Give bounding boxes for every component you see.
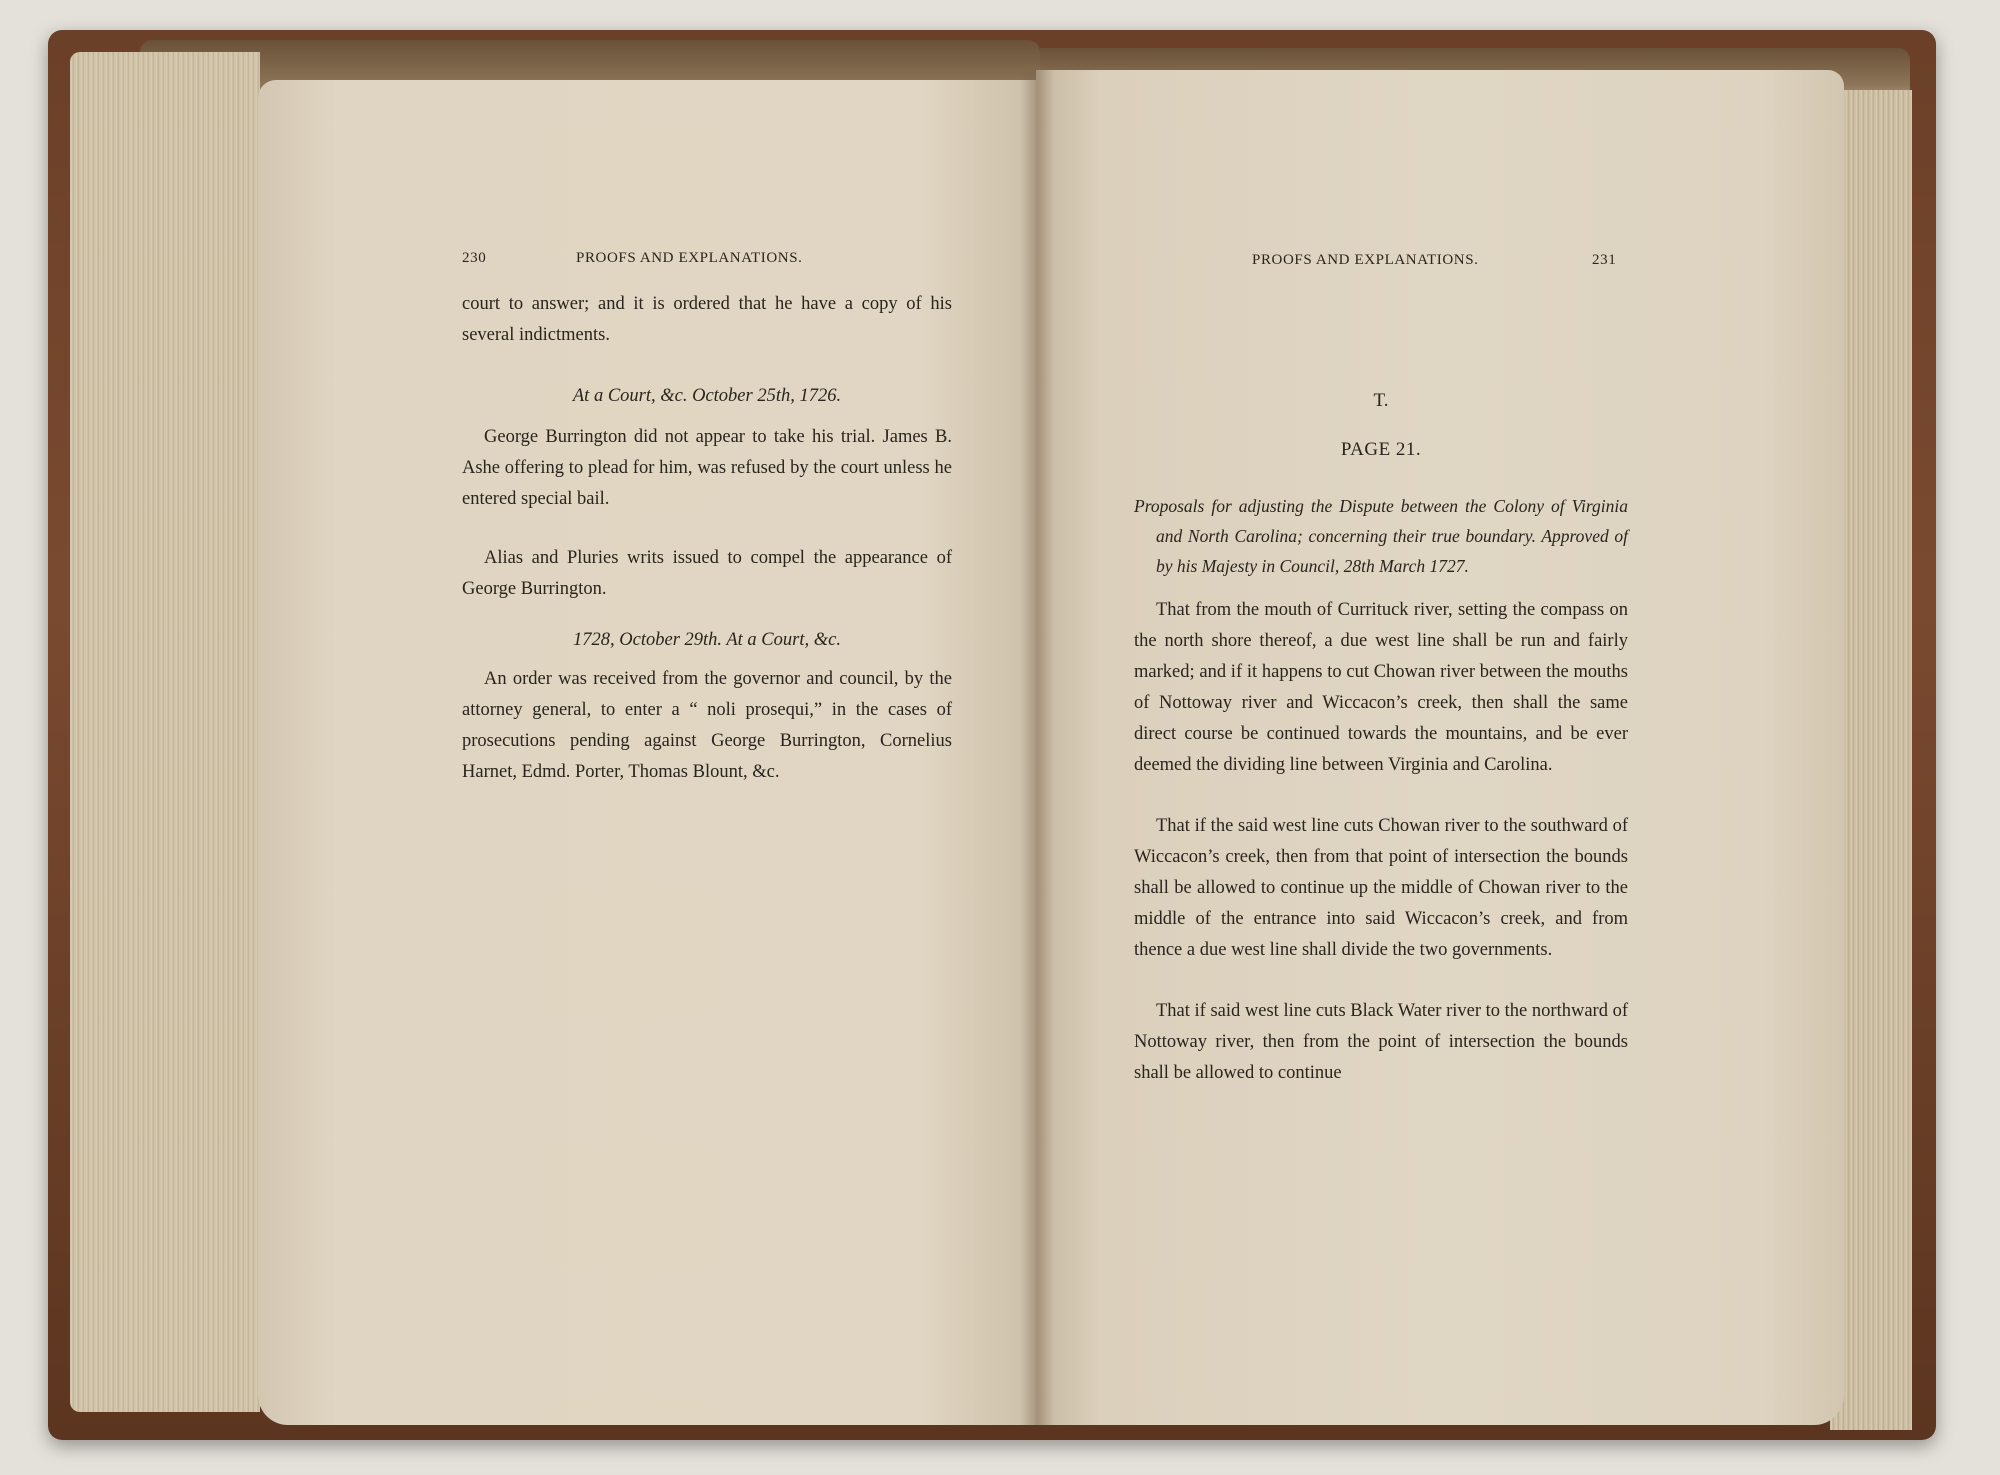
left-page-text	[462, 289, 952, 788]
proposal-caption: Proposals for adjusting the Dispute between the Colony of Virginia and North Carolina; concerning their true boundary. Approved of by his Majesty in Council, 28th March 1727.	[1134, 496, 1628, 576]
paragraph: court to answer; and it is ordered that he have a copy of his several indictments.	[462, 294, 952, 345]
section-letter: T.	[1373, 390, 1389, 411]
paragraph: An order was received from the governor and council, by the attorney general, to enter a “ noli prosequi,” in the cases of prosecutions pending against George Burrington, Cornelius Harnet, Edmd. Porter, Thomas Blount, &c.	[462, 669, 952, 782]
left-running-head: PROOFS AND EXPLANATIONS.	[576, 250, 803, 266]
page-edges-left	[70, 52, 260, 1412]
court-date-heading: At a Court, &c. October 25th, 1726.	[572, 386, 842, 406]
right-page-text	[1134, 385, 1628, 1089]
left-page-number: 230	[462, 250, 487, 266]
paragraph: That if said west line cuts Black Water river to the northward of Nottoway river, then from the point of intersection the bounds shall be allowed to continue	[1134, 1001, 1628, 1083]
right-running-head: PROOFS AND EXPLANATIONS.	[1252, 252, 1479, 268]
paragraph: That from the mouth of Currituck river, setting the compass on the north shore thereof, a due west line shall be run and fairly marked; and if it happens to cut Chowan river between the mouths of Nottoway river and Wiccacon’s creek, then shall the same direct course be continued towards the mountains, and be ever deemed the dividing line between Virginia and Carolina.	[1134, 600, 1628, 775]
book-gutter	[1020, 70, 1054, 1425]
court-date-heading: 1728, October 29th. At a Court, &c.	[573, 630, 841, 650]
paragraph: That if the said west line cuts Chowan river to the southward of Wiccacon’s creek, then from that point of intersection the bounds shall be allowed to continue up the middle of Chowan river to the middle of the entrance into said Wiccacon’s creek, and from thence a due west line shall divide the two governments.	[1134, 816, 1628, 960]
section-title: PAGE 21.	[1340, 439, 1422, 460]
paragraph: George Burrington did not appear to take his trial. James B. Ashe offering to plead for him, was refused by the court unless he entered special bail.	[462, 427, 952, 509]
paragraph: Alias and Pluries writs issued to compel the appearance of George Burrington.	[462, 548, 952, 599]
right-page-number: 231	[1592, 252, 1617, 268]
